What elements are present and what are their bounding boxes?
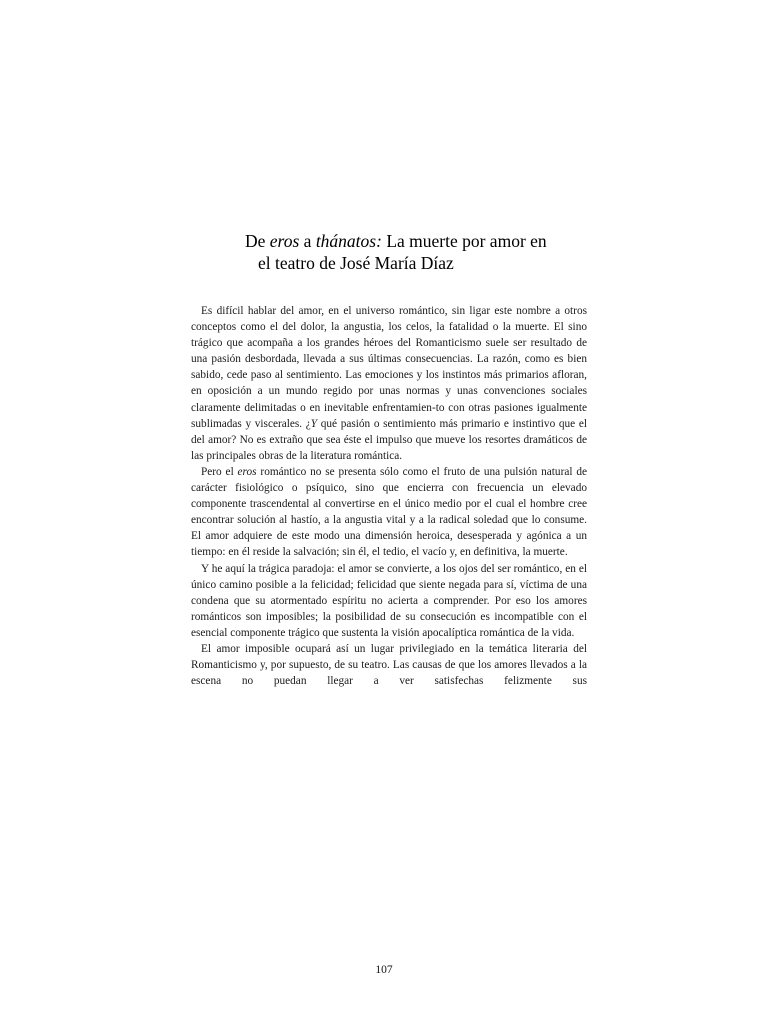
title-line-2: el teatro de José María Díaz xyxy=(258,253,454,273)
paragraph-text: qué pasión o sentimiento más primario e instintivo que el del amor? No es extraño que sea éste el impulso que mueve los resortes dramáticos de las principales obras de la literatura romántica. xyxy=(191,417,587,462)
paragraph-text: Pero el xyxy=(201,465,238,478)
paragraph-3: Y he aquí la trágica paradoja: el amor se convierte, a los ojos del ser romántico, en el único camino posible a la felicidad; felicidad que siente negada para sí, víctima de una condena que su atormentado espíritu no acierta a comprender. Por eso los amores románticos son imposibles; la posibilidad de su consecución es incompatible con el esencial componente trágico que sustenta la visión apocalíptica romántica de la vida. xyxy=(191,562,587,639)
title-italic-eros: eros xyxy=(269,231,300,251)
paragraph-1 xyxy=(191,303,587,464)
title-line-1 xyxy=(190,230,610,252)
title-text: La muerte por amor en xyxy=(381,231,547,251)
title-italic-thanatos: thánatos: xyxy=(315,231,382,251)
article-title xyxy=(190,230,610,274)
paragraph-4: El amor imposible ocupará así un lugar privilegiado en la temática literaria del Romanticismo y, por supuesto, de su teatro. Las causas de que los amores llevados a la escena no puedan llegar a ver satisfechas felizmente sus xyxy=(191,642,587,688)
paragraph-italic: eros xyxy=(237,465,257,478)
title-text: De xyxy=(245,231,270,251)
page-number: 107 xyxy=(375,964,393,976)
paragraph-text: Es difícil hablar del amor, en el universo romántico, sin ligar este nombre a otros conceptos como el del dolor, la angustia, los celos, la fatalidad o la muerte. El sino trágico que acompaña a los grandes héroes del Romanticismo suele ser resultado de una pasión desbordada, llevada a sus últimas consecuencias. La razón, como es bien sabido, cede paso al sentimiento. Las emociones y los instintos más primarios afloran, en oposición a un mundo regido por unas normas y unas convenciones sociales claramente delimitadas o en inevitable enfrentamien-to con otras pasiones igualmente sublimadas y viscerales. ¿ xyxy=(191,305,587,430)
article-body xyxy=(191,303,587,689)
paragraph-2 xyxy=(191,464,587,561)
title-text: a xyxy=(299,231,316,251)
paragraph-italic: Y xyxy=(310,417,318,430)
paragraph-text: romántico no se presenta sólo como el fruto de una pulsión natural de carácter fisiológico o psíquico, sino que encierra con frecuencia un elevado componente trascendental al convertirse en el único medio por el cual el hombre cree encontrar solución al hastío, a la angustia vital y a la radical soledad que lo consume. El amor adquiere de este modo una dimensión heroica, desesperada y agónica a un tiempo: en él reside la salvación; sin él, el tedio, el vacío y, en definitiva, la muerte. xyxy=(191,465,587,559)
